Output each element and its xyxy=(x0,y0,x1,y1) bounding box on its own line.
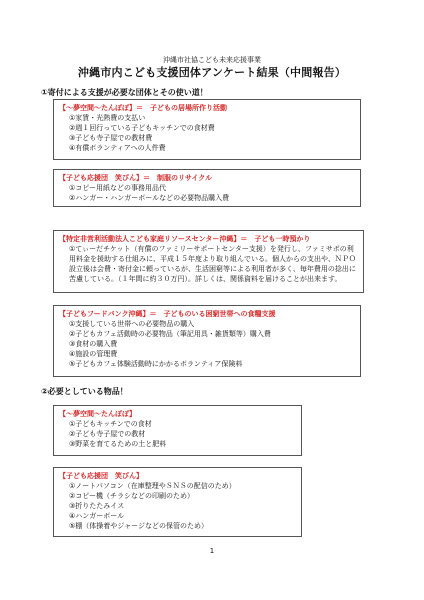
list-item: ②週１回行っている子どもキッチンでの食材費 xyxy=(69,124,215,132)
list-item: ①家賃・光熱費の支払い xyxy=(69,114,146,122)
list-item: ②コピー機（チラシなどの印刷のため） xyxy=(69,492,194,500)
page-number: 1 xyxy=(209,547,215,555)
org-box-heading: 【子どもフードバンク沖縄】＝ 子どものいる困窮世帯への食糧支援 xyxy=(59,310,276,318)
org-box-warabin-items xyxy=(53,467,302,537)
list-item: ③食材の購入費 xyxy=(69,340,118,348)
list-item: ③子ども寺子屋での教材費 xyxy=(69,134,153,142)
org-box-heading: 【～夢空間～たんぽぽ】＝ 子どもの居場所作り活動 xyxy=(59,104,227,112)
org-box-tanpopo xyxy=(53,99,361,160)
list-item: ⑤棚（体操着やジャージなどの保管のため） xyxy=(69,522,208,530)
org-box-tanpopo-items xyxy=(53,405,302,456)
list-item: ④ハンガーボール xyxy=(69,512,125,520)
list-item: ③折りたたみイス xyxy=(69,502,125,510)
section-heading-needed-items: ②必要としている物品！ xyxy=(41,387,128,396)
list-item: ③野菜を育てるための土と肥料 xyxy=(69,440,167,448)
document-subtitle: 沖縄市社協こども未来応援事業 xyxy=(163,56,261,64)
document-title: 沖縄市内こども支援団体アンケート結果（中間報告） xyxy=(77,66,347,79)
section-heading-donation: ①寄付による支援が必要な団体とその使い道！ xyxy=(41,88,208,97)
org-box-paragraph: ①てぃーだチケット（有償のファミリーサポートセンター支援）を発行し、ファミサポの利用料金を援助する仕組みに、平成１５年度より取り組んでいる。個人からの支出や、ＮＰＯ設立後は会費・寄付金に頼っているが、生活困窮等による利用者が多く、毎年費用の捻出に苦慮している。（１年間に約３０万円）。詳しくは、関係資料を届けることが出来ます。 xyxy=(69,245,356,283)
list-item: ①ノートパソコン（在庫整理やＳＮＳの配信のため） xyxy=(69,482,236,490)
list-item: ②子どもカフェ活動時の必要物品（筆記用具・雑貨類等）購入費 xyxy=(69,330,271,338)
list-item: ⑤子どもカフェ体験活動時にかかるボランティア保険料 xyxy=(69,360,243,368)
org-box-foodbank xyxy=(53,305,361,377)
list-item: ④有償ボランティアへの人件費 xyxy=(69,144,166,152)
org-box-heading: 【子ども応援団 笑びん】 xyxy=(59,472,143,480)
list-item: ②ハンガー・ハンガーボールなどの必要物品購入費 xyxy=(69,194,230,202)
org-box-heading: 【特定非営利活動法人こども家庭リソースセンター沖縄】＝ 子ども一時預かり xyxy=(59,235,311,243)
org-box-resource-center xyxy=(53,230,364,293)
list-item: ①支援している世帯への必要物品の購入 xyxy=(69,320,195,328)
list-item: ②子ども寺子屋での教材 xyxy=(69,430,146,438)
list-item: ④施設の管理費 xyxy=(69,350,118,358)
list-item: ①子どもキッチンでの食材 xyxy=(69,420,152,428)
org-box-warabin xyxy=(53,169,361,207)
org-box-heading: 【子ども応援団 笑びん】＝ 制服のリサイクル xyxy=(59,174,213,182)
list-item: ①コピー用紙などの事務用品代 xyxy=(69,184,166,192)
org-box-heading: 【～夢空間～たんぽぽ】 xyxy=(59,410,136,418)
